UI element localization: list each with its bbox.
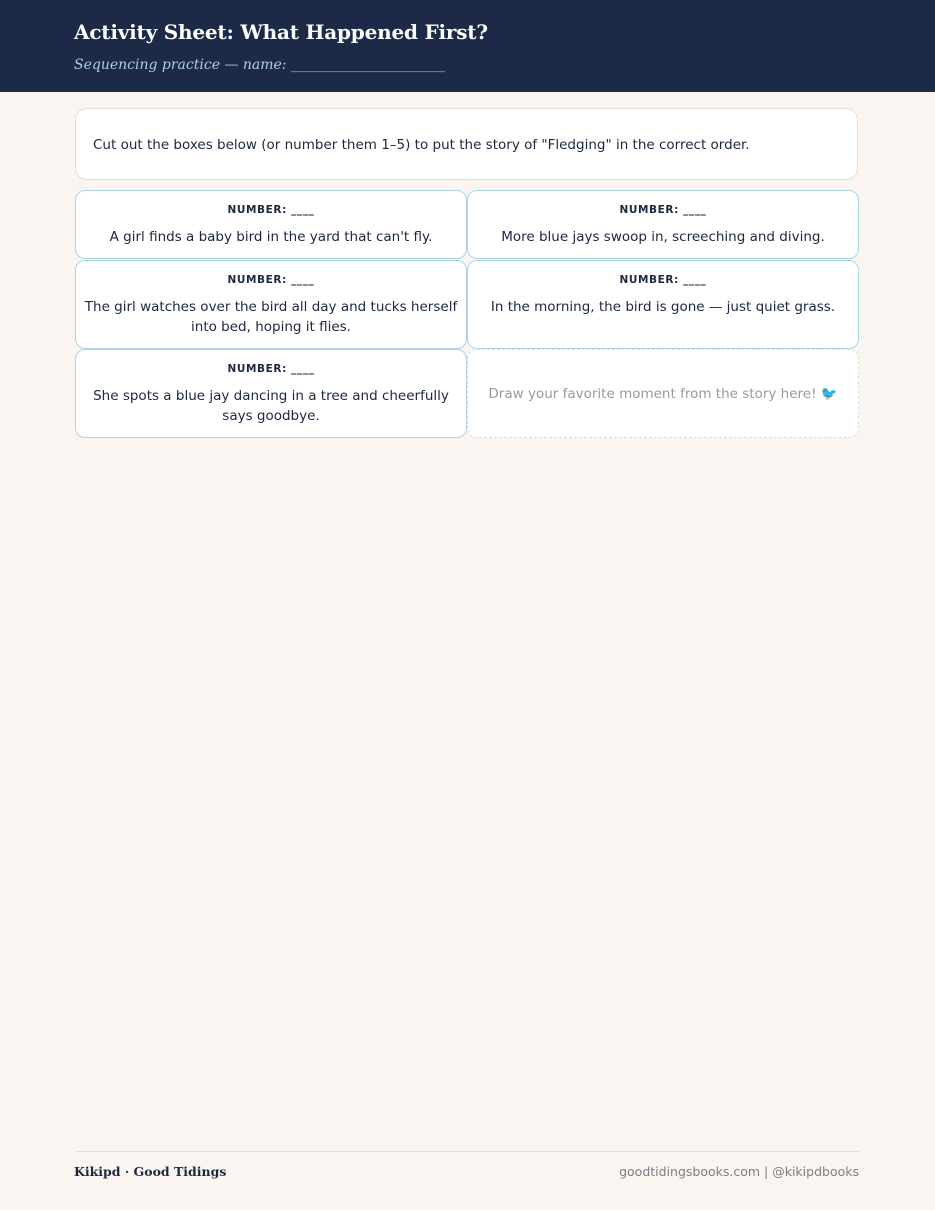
card-number-label: NUMBER: ____ [227,274,315,286]
card-text: She spots a blue jay dancing in a tree and cheerfully says goodbye. [93,388,449,424]
story-card-4 [467,260,859,349]
page-header [0,0,935,92]
card-number-label: NUMBER: ____ [227,204,315,216]
footer-links: goodtidingsbooks.com | @kikipdbooks [619,1164,859,1179]
page-subtitle: Sequencing practice — name: ______________________ [74,57,445,73]
drawing-prompt: Draw your favorite moment from the story here! 🐦 [488,386,838,402]
story-card-3 [75,260,467,349]
card-number-label: NUMBER: ____ [227,363,315,375]
footer-brand: Kikipd · Good Tidings [74,1164,227,1179]
card-text: A girl finds a baby bird in the yard that can't fly. [109,229,433,245]
card-text: More blue jays swoop in, screeching and diving. [501,229,825,245]
card-number-label: NUMBER: ____ [619,204,707,216]
page-title: Activity Sheet: What Happened First? [74,20,488,44]
story-card-2 [467,190,859,259]
instructions-text: Cut out the boxes below (or number them 1–5) to put the story of "Fledging" in the correct order. [93,137,750,153]
card-text: The girl watches over the bird all day and tucks herself into bed, hoping it flies. [84,299,458,335]
footer-divider [75,1151,859,1152]
story-card-5 [75,349,467,438]
instructions-box [75,108,858,180]
card-number-label: NUMBER: ____ [619,274,707,286]
story-card-1 [75,190,467,259]
card-text: In the morning, the bird is gone — just quiet grass. [490,299,836,315]
drawing-box [467,349,859,438]
